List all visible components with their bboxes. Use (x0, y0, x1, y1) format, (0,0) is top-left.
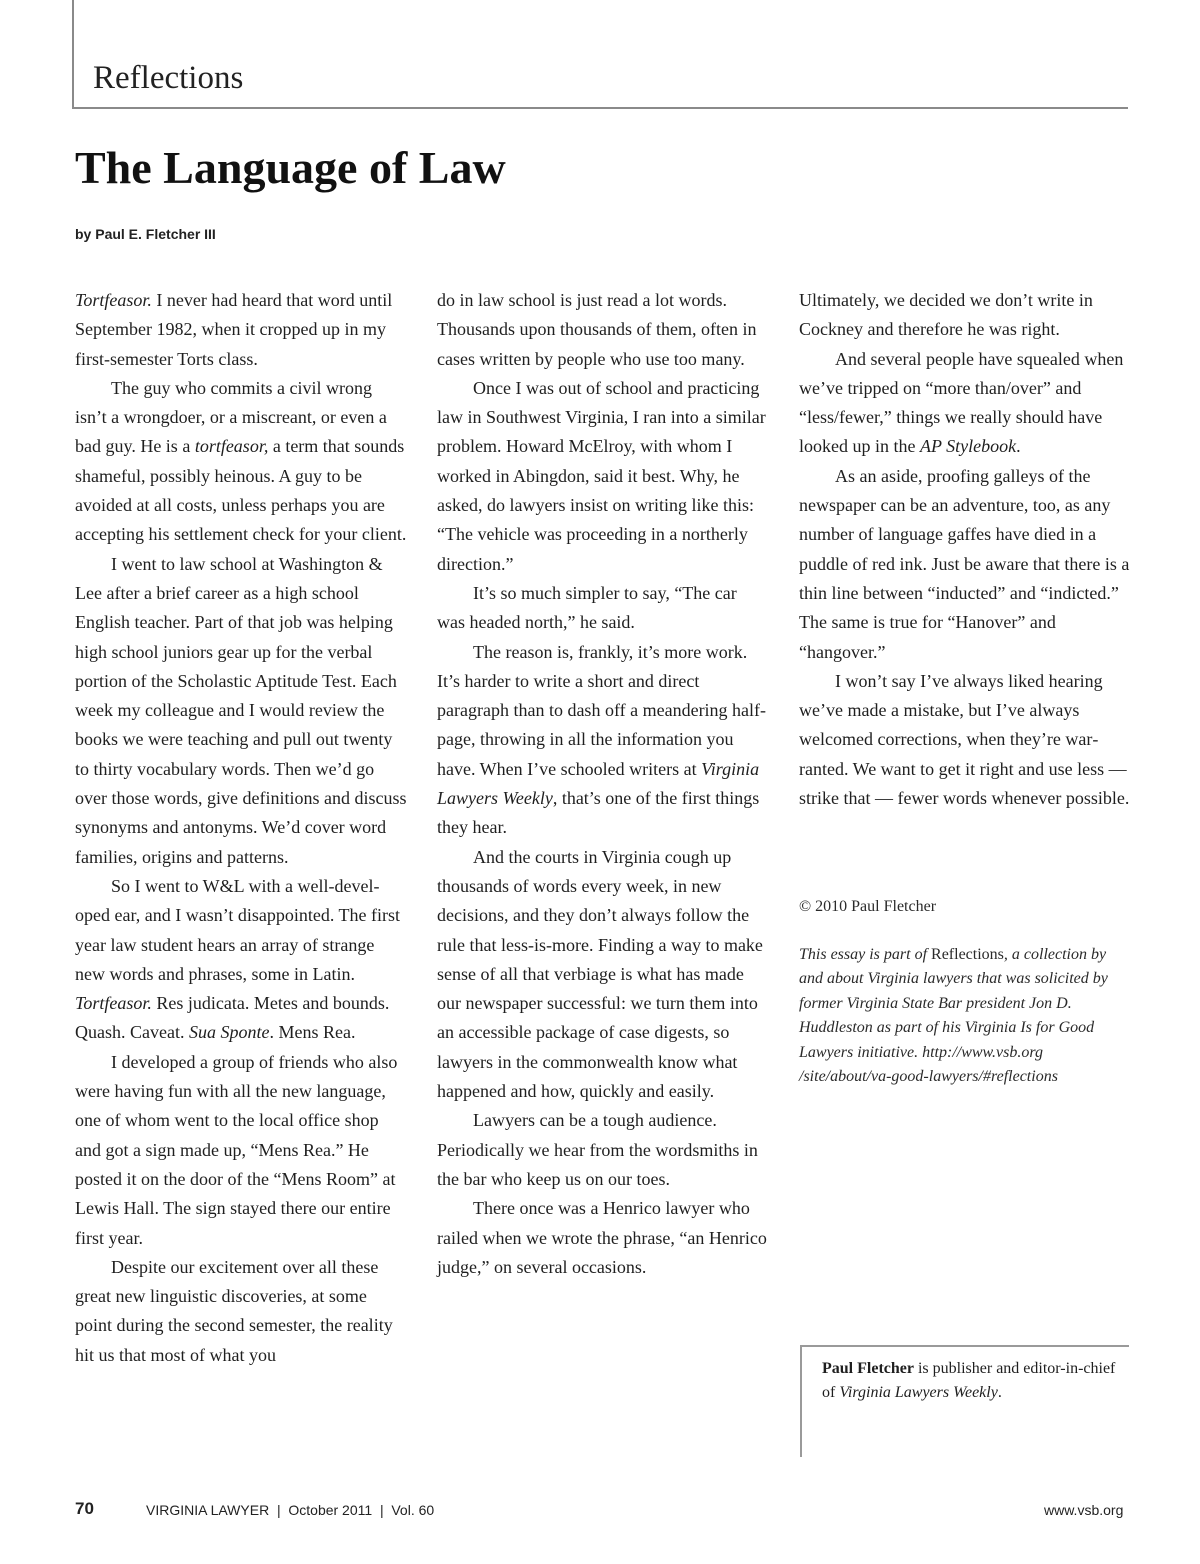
paragraph: I went to law school at Washington & Lee after a brief career as a high school English teacher. Part of that job was helping high school juniors gear up for the verbal portion of the Scholastic Aptitude Test. Each week my colleague and I would review the books we were teaching and pull out twenty to thirty vocabulary words. Then we’d go over those words, give definitions and discuss synonyms and antonyms. We’d cover word families, origins and patterns. (75, 553, 407, 867)
column-3 (799, 286, 1131, 813)
column-2 (437, 286, 769, 1282)
paragraph: And the courts in Virginia cough up thousands of words every week, in new decisions, and they don’t always follow the rule that less-is-more. Finding a way to make sense of all that verbiage is what has made our newspaper successful: we turn them into an accessible package of case digests, so lawyers in the commonwealth know what happened and how, quickly and easily. (437, 846, 763, 1102)
footer-publication: VIRGINIA LAWYER | October 2011 | Vol. 60 (146, 1502, 435, 1518)
paragraph: Despite our excitement over all these great new linguistic discoveries, at some point during the second semester, the reality hit us that most of what you (75, 1256, 393, 1365)
author-bio: Paul Fletcher is publisher and editor-in-chief of Virginia Lawyers Weekly. (822, 1360, 1116, 1401)
column-1 (75, 286, 407, 1370)
paragraph: There once was a Henrico lawyer who railed when we wrote the phrase, “an Henrico judge,” on several occasions. (437, 1198, 767, 1277)
header-horizontal-rule (72, 107, 1128, 109)
paragraph: And several people have squealed when we’ve tripped on “more than/over” and “less/fewer,” things we really should have looked up in the AP Stylebook. (799, 348, 1124, 457)
paragraph: It’s so much simpler to say, “The car was headed north,” he said. (437, 582, 737, 633)
paragraph: do in law school is just read a lot words. Thousands upon thousands of them, often in cases written by people who use too many. (437, 290, 757, 369)
paragraph: The guy who commits a civil wrong isn’t a wrongdoer, or a miscreant, or even a bad guy. He is a tortfeasor, a term that sounds shameful, possibly heinous. A guy to be avoided at all costs, unless perhaps you are accepting his settlement check for your client. (75, 377, 407, 545)
paragraph: I won’t say I’ve always liked hearing we’ve made a mistake, but I’ve always welcomed corrections, when they’re warranted. We want to get it right and use less — strike that — fewer words whenever possible. (799, 670, 1130, 809)
header-vertical-rule (72, 0, 74, 108)
paragraph: As an aside, proofing galleys of the newspaper can be an adventure, too, as any number of language gaffes have died in a puddle of red ink. Just be aware that there is a thin line between “inducted” and “indicted.” The same is true for “Hanover” and “hangover.” (799, 465, 1130, 662)
copyright-notice: © 2010 Paul Fletcher (799, 898, 937, 915)
footer-url: www.vsb.org (1044, 1502, 1124, 1518)
paragraph: So I went to W&L with a well-developed ear, and I wasn’t disappointed. The first year law student hears an array of strange new words and phrases, some in Latin. Tortfeasor. Res judicata. Metes and bounds. Quash. Caveat. Sua Sponte. Mens Rea. (75, 875, 401, 1043)
series-note: This essay is part of Reflections, a collection by and about Virginia lawyers that was solicited by former Virginia State Bar president Jon D. Huddleston as part of his Virginia Is for Good Lawyers initiative. http://www.vsb.org /site/about/va-good-lawyers/#reflections (799, 946, 1108, 1086)
paragraph: The reason is, frankly, it’s more work. It’s harder to write a short and direct paragraph than to dash off a meandering half-page, throwing in all the information you have. When I’ve schooled writers at Virginia Lawyers Weekly, that’s one of the first things they hear. (437, 641, 767, 838)
paragraph: Ultimately, we decided we don’t write in Cockney and therefore he was right. (799, 290, 1093, 340)
page-number: 70 (75, 1499, 94, 1518)
paragraph: Tortfeasor. I never had heard that word until September 1982, when it cropped up in my first-semester Torts class. (75, 290, 393, 369)
byline: by Paul E. Fletcher III (75, 226, 216, 242)
paragraph: Once I was out of school and practicing law in Southwest Virginia, I ran into a similar problem. Howard McElroy, with whom I worked in Abingdon, said it best. Why, he asked, do lawyers insist on writing like this: “The vehicle was proceeding in a northerly direction.” (437, 377, 766, 574)
paragraph: Lawyers can be a tough audience. Periodically we hear from the wordsmiths in the bar who keep us on our toes. (437, 1110, 758, 1189)
paragraph: I developed a group of friends who also were having fun with all the new language, one of whom went to the local office shop and got a sign made up, “Mens Rea.” He posted it on the door of the “Mens Room” at Lewis Hall. The sign stayed there our entire first year. (75, 1051, 398, 1248)
article-title: The Language of Law (75, 142, 506, 193)
section-label: Reflections (93, 60, 244, 96)
